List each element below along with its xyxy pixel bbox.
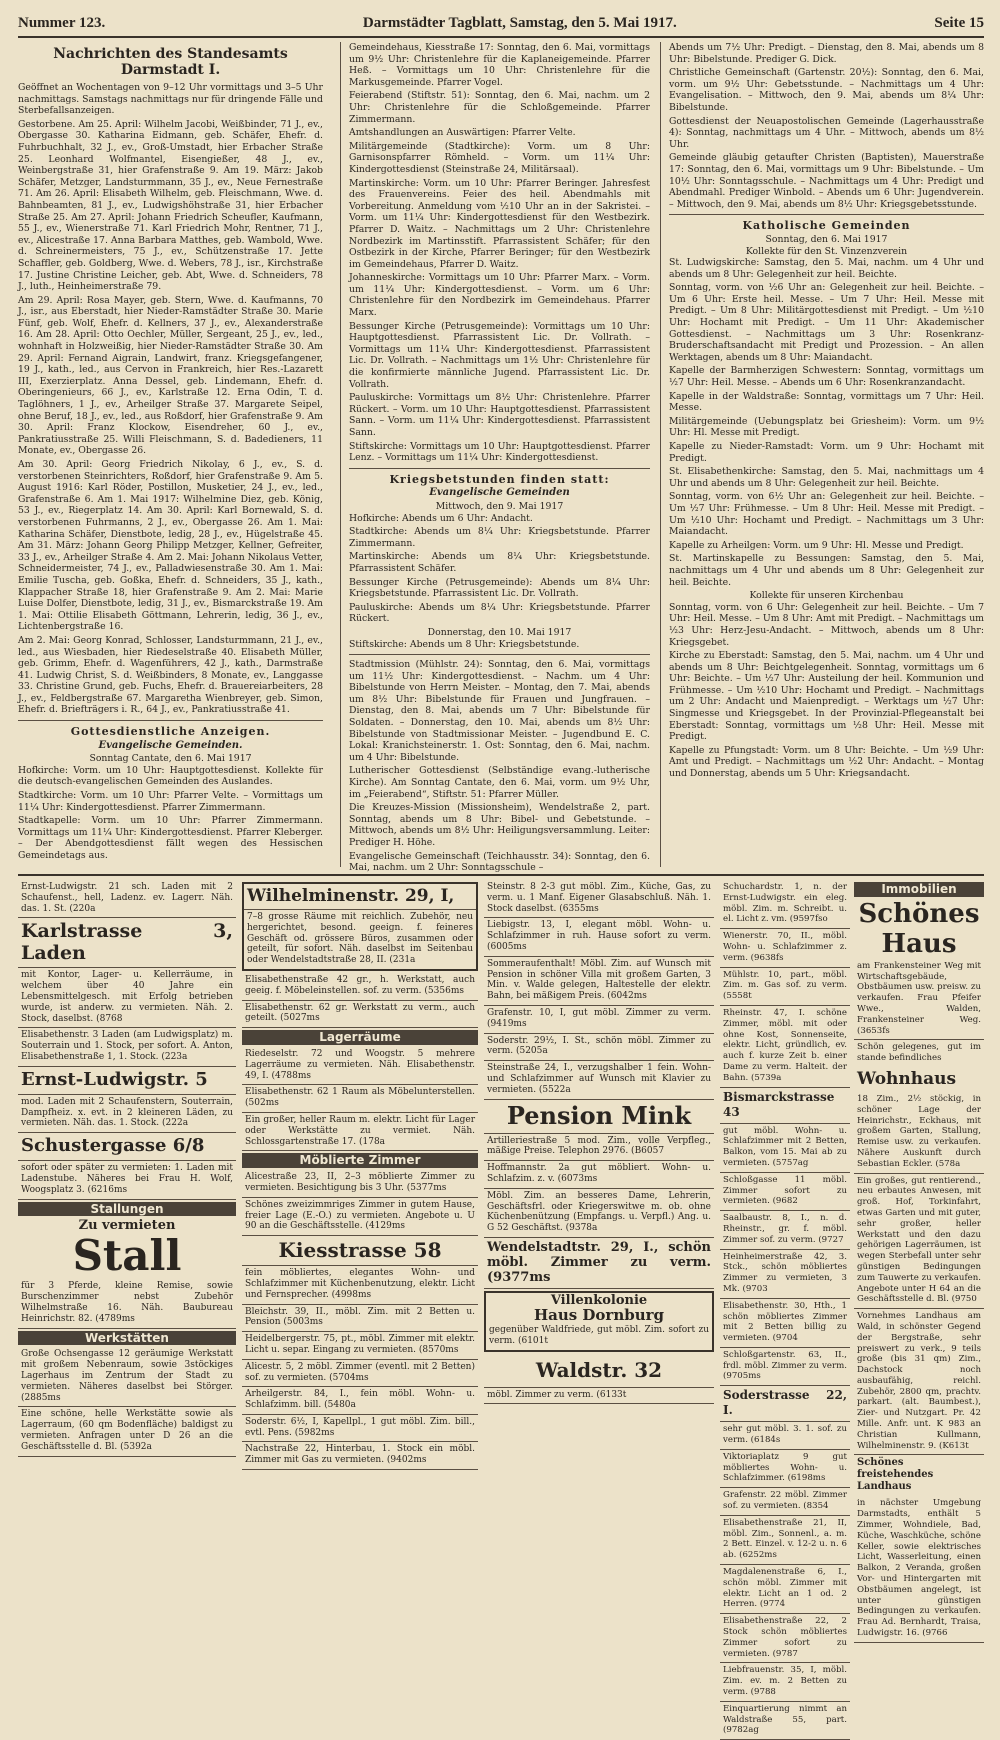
church-notice: Johanneskirche: Vormittags um 10 Uhr: Pfarrer Marx. – Vorm. um 11¼ Uhr: Kindergottesdienst. – Vorm. um 6 Uhr: Christenlehre für den Nordbezirk im Gemeindehaus. Pfarrer Marx. [349,272,650,319]
church-notice: Martinskirche: Vorm. um 10 Uhr: Pfarrer Beringer. Jahresfest des Frauenvereins. Feier des heil. Abendmahls mit Vorbereitung. Anmeldung vom ½10 Uhr an in der Sakristei. – Vorm. um 11¼ Uhr: Kindergottesdienst für den Westbezirk. Pfarrer D. Waitz. – Nachmittags um 2 Uhr: Christenlehre Nordbezirk im Martinsstift. Pfarrassistent Schäfer; für den Ostbezirk in der Kirche, Pfarrer Beringer; für den Westbezirk im Gemeindehaus, Pfarrer D. Waitz. [349,177,650,270]
section-werkstaetten: Werkstätten [18,1331,236,1346]
catholic-notice: Kapelle der Barmherzigen Schwestern: Sonntag, vormittags um ½7 Uhr: Heil. Messe. – Abends um 6 Uhr: Rosenkranzandacht. [669,365,984,389]
ads-subcolumn-rooms [720,880,850,1736]
church-notice: Stiftskirche: Vormittags um 10 Uhr: Hauptgottesdienst. Pfarrer Lenz. – Vormittags um 11¼ Uhr: Kindergottesdienst. [349,440,650,464]
classified-ad-box [484,1291,714,1352]
column-other-congregations [660,42,984,867]
war-prayer-entry: Stiftskirche: Abends um 8 Uhr: Kriegsbetstunde. [349,638,580,650]
church-notice: Hofkirche: Vorm. um 10 Uhr: Hauptgottesdienst. Kollekte für die deutsch-evangelischen Gemeinden des Auslandes. [18,764,323,788]
divider [669,214,984,215]
classified-ad: Elisabethenstr. 62 1 Raum als Möbelunterstellen. (502ms [242,1085,478,1113]
war-prayer-title: Kriegsbetstunden finden statt: [389,472,610,486]
church-notice: Christliche Gemeinschaft (Gartenstr. 20½): Sonntag, den 6. Mai, vorm. um 9½ Uhr: Gebetsstunde. – Nachmittags um 4 Uhr: Evangelisation. – Mittwoch, den 9. Mai, abends um 8¼ Uhr: Bibelstunde. [669,67,984,113]
column-standesamt [18,42,323,867]
classified-ad-box [242,882,478,971]
classified-ad: Wienerstr. 70, II., möbl. Wohn- u. Schlafzimmer z. verm. (9638fs [720,929,850,967]
classified-ad: Heinheimerstraße 42, 3. Stck., schön möbliertes Zimmer zu vermieten, 3 Mk. (9703 [720,1250,850,1299]
classified-ad: gut möbl. Wohn- u. Schlafzimmer mit 2 Betten, Balkon, vom 15. Mai ab zu vermieten. (5757ag [720,1124,850,1173]
classified-ad: Liebigstr. 13, I, elegant möbl. Wohn- u. Schlafzimmer in ruh. Hause sofort zu verm. (6005ms [484,918,714,956]
catholic-title: Katholische Gemeinden [742,219,911,233]
catholic-notice: Sonntag, vorm. von 6 Uhr: Gelegenheit zur heil. Beichte. – Um 7 Uhr: Heil. Messe. – Um 8 Uhr: Amt mit Predigt. – Nachmittags um ½3 Uhr: Herz-Jesu-Andacht. – Mittwoch, abends um 8 Uhr: Kriegsgebet. [669,601,984,648]
catholic-collection: Kollekte für unseren Kirchenbau [749,590,904,602]
classified-ad: Riedeselstr. 72 und Woogstr. 5 mehrere Lagerräume zu vermieten. Näh. Elisabethenstr. 49, I. (4788ms [242,1047,478,1085]
classified-ad: Soderstr. 29½, I. St., schön möbl. Zimmer zu verm. (5205a [484,1034,714,1062]
classified-ad: Grafenstr. 22 möbl. Zimmer sof. zu vermieten. (8354 [720,1488,850,1516]
classified-ad: Heidelbergerstr. 75, pt., möbl. Zimmer mit elektr. Licht u. separ. Eingang zu vermieten. (8570ms [242,1332,478,1360]
masthead [18,10,984,38]
deaths-text: Am 29. April: Rosa Mayer, geb. Stern, Wwe. d. Kaufmanns, 70 J., isr., aus Eberstadt, hier Nieder-Ramstädter Straße 30. Marie Fünf, geb. Wolf, Ehefr. d. Kellners, 37 J., ev., Alexanderstraße 16. Am 28. April: Otto Oechler, Müller, Sergeant, 25 J., ev., led., wohnhaft in Holzweißig, hier Nieder-Ramstädter Straße 30. Am 29. April: Fernand Aigrain, Landwirt, franz. Kriegsgefangener, 19 J., kath., led., aus Cervon in Frankreich, hier Res.-Lazarett III, Exerzierplatz. Anna Dessel, geb. Lindemann, Ehefr. d. Oberingenieurs, 66 J., ev., Karlstraße 12. Erna Odin, T. d. Taglöhners, 1 J., ev., Arheilger Straße 37. Margarete Seipel, ohne Beruf, 18 J., ev., led., aus Roßdorf, hier Grafenstraße 9. Am 30. April: Franz Klockow, Eisendreher, 60 J., ev., Pankratiusstraße 25. Willi Fleischmann, S. d. Badedieners, 11 Monate, ev., Obergasse 26. [18,294,323,457]
classified-ad: 7–8 grosse Räume mit reichlich. Zubehör, neu hergerichtet, besond. geeign. f. feineres Geschäft od. grössere Büros, zusammen oder geteilt, für sofort. Näh. daselbst im Seitenbau oder Wendelstadtstraße 28, II. (231a [247,912,473,966]
classified-ad: Elisabethenstr. 30, Hth., 1 schön möbliertes Zimmer mit 2 Betten billig zu vermieten. (9704 [720,1299,850,1348]
classified-ad: Eine schöne, helle Werkstätte sowie als Lagerraum, (60 qm Bodenfläche) baldigst zu vermieten. Anfragen unter D 26 an die Geschäftsstelle d. Bl. (5392a [18,1407,236,1456]
classified-ad: Schönes zweizimmriges Zimmer in gutem Hause, freier Lage (E.-O.) zu vermieten. Angebote u. U 90 an die Geschäftsstelle. (4129ms [242,1198,478,1236]
classified-ad: Elisabethenstr. 62 gr. Werkstatt zu verm., auch geteilt. (5027ms [242,1001,478,1029]
catholic-notice: Kapelle zu Pfungstadt: Vorm. um 8 Uhr: Beichte. – Um ½9 Uhr: Amt und Predigt. – Nachmittags um ½2 Uhr: Andacht. – Montag und Donnerstag, abends um 5 Uhr: Kriegsandacht. [669,744,984,780]
ads-subcolumn-immobilien [854,880,984,1639]
war-prayer-entry: Hofkirche: Abends um 6 Uhr: Andacht. [349,512,533,524]
classified-ad-headline: Stall [72,1231,182,1281]
classified-ad: Arheilgerstr. 84, I., fein möbl. Wohn- u. Schlafzimm. bill. (5480a [242,1387,478,1415]
issue-number: Nummer 123. [18,14,106,31]
war-prayer-entry: Bessunger Kirche (Petrusgemeinde): Abends um 8¼ Uhr: Kriegsbetstunde. Pfarrassistent Lic. Dr. Vollrath. [349,576,650,600]
classified-ad-headline: Wilhelminenstr. 29, I, [244,884,476,910]
classified-ad: sofort oder später zu vermieten: 1. Laden mit Ladenstube. Näheres bei Frau H. Wolf, Woogsplatz 3. (6216ms [18,1161,236,1199]
classified-ad: Ernst-Ludwigstr. 21 sch. Laden mit 2 Schaufenst., hell, Ladenz. ev. Lagerr. Näh. das. 1. St. (220a [18,880,236,918]
classified-ad: Alicestraße 23, II, 2–3 möblierte Zimmer zu vermieten. Besichtigung bis 3 Uhr. (5377ms [242,1170,478,1198]
classified-ad: fein möbliertes, elegantes Wohn- und Schlafzimmer mit Küchenbenutzung, elektr. Licht und Fernsprecher. (4998ms [242,1266,478,1304]
church-notice: Gemeinde gläubig getaufter Christen (Baptisten), Mauerstraße 17: Sonntag, den 6. Mai, vormittags um 9 Uhr: Bibelstunde. – Um 10½ Uhr: Sonntagsschule. – Nachmittags um 4 Uhr: Predigt und Abendmahl. Prediger Winbold. – Abends um 6 Uhr: Jugendverein. – Mittwoch, den 9. Mai, abends um 8½ Uhr: Kriegsgebetsstunde. [669,152,984,210]
ads-column-rooms [242,880,478,1540]
classified-ad-headline: Wendelstadtstr. 29, I., schön möbl. Zimmer zu verm. (9377ms [484,1238,714,1289]
war-prayer-date: Mittwoch, den 9. Mai 1917 [435,500,564,512]
catholic-notice: Sonntag, vorm. von ½6 Uhr an: Gelegenheit zur heil. Beichte. – Um 6 Uhr: Erste heil. Messe. – Um 7 Uhr: Heil. Messe mit Predigt. – Um 8 Uhr: Militärgottesdienst mit Predigt. – Um ½10 Uhr: Hochamt mit Predigt. – Um 11 Uhr: Akademischer Gottesdienst. – Nachmittags um 3 Uhr: Rosenkranz-Bruderschaftsandacht mit Predigt und Prozession. – An allen Werktagen, abends um 8 Uhr: Maiandacht. [669,282,984,363]
newspaper-title: Darmstädter Tagblatt, Samstag, den 5. Mai 1917. [362,14,677,31]
classified-ad: Schloßgasse 11 möbl. Zimmer sofort zu vermieten. (9682 [720,1173,850,1211]
classified-ad-headline: Haus Dornburg [533,1305,665,1324]
classified-ad-headline: Schustergasse 6/8 [18,1133,236,1161]
classified-ad: Große Ochsengasse 12 geräumige Werkstatt mit großem Nebenraum, sowie 3stöckiges Lagerhaus im Zentrum der Stadt zu vermieten. Näheres daselbst bei Störger. (2885ms [18,1347,236,1407]
classified-ad: Ein großes, gut rentierend., neu erbautes Anwesen, mit groß. Hof, Torkinfahrt, etwas Garten und mit guter, sehr großer, heller Werkstatt und den dazu gehörigen Lagerräumen, ist wegen Sterbefall unter sehr günstigen Bedingungen zum Tauwerte zu verkaufen. Angebote unter H 64 an die Geschäftsstelle d. Bl. (9750 [854,1174,984,1310]
classified-ad: in nächster Umgebung Darmstadts, enthält 5 Zimmer, Wohndiele, Bad, Küche, Waschküche, schöne Keller, sowie elektrisches Licht, Wasserleitung, einen Balkon, 2 Veranda, großen Vor- und Hintergarten mit Obstbäumen angelegt, ist unter günstigen Bedingungen zu verkaufen. Frau Ad. Bernhardt, Traisa, Ludwigstr. 16. (9766 [854,1496,984,1642]
church-notice: Gemeindehaus, Kiesstraße 17: Sonntag, den 6. Mai, vormittags um 9½ Uhr: Christenlehre für die Kaplaneigemeinde. Pfarrer Heß. – Vormittags um 10 Uhr: Christenlehre für die Markusgemeinde. Pfarrer Vogel. [349,42,650,88]
newspaper-page [18,10,984,1736]
classified-ad: Mühlstr. 10, part., möbl. Zim. m. Gas sof. zu verm. (5558t [720,968,850,1006]
war-prayer-date: Donnerstag, den 10. Mai 1917 [427,626,572,638]
deaths-text: Gestorbene. Am 25. April: Wilhelm Jacobi, Weißbinder, 71 J., ev., Obergasse 30. Katharina Eidmann, geb. Schäfer, Ehefr. d. Fuhrbuchhalt, 32 J., ev., Groß-Umstadt, hier Erbacher Straße 25. Leonhard Wolfmantel, Eisengießer, 48 J., ev., Weinbergstraße 31, hier Grafenstraße 9. Am 19. März: Jakob Schäfer, Metzger, Landsturmmann, 35 J., ev., Neue Fernestraße 71. Am 26. April: Elisabeth Wilhelm, geb. Fleischmann, Wwe. d. Bahnbeamten, 81 J., ev., Ludwigshöhstraße 31, hier Erbacher Straße 25. Am 27. April: Johann Friedrich Scheufler, Kaufmann, 55 J., ev., Wienerstraße 71. Karl Friedrich Mohr, Rentner, 71 J., ev., Alicestraße 17. Anna Barbara Matthes, geb. Wambold, Wwe. d. Schreinermeisters, 75 J., ev., Schützenstraße 17. Jette Schaffler, geb. Goldberg, Wwe. d. Webers, 78 J., isr., Kirchstraße 17. Justine Christine Leicher, geb. Abt, Wwe. d. Schneiders, 78 J., luth., Heinheimerstraße 79. [18,118,323,293]
classified-ad: 18 Zim., 2½ stöckig, in schöner Lage der Heinrichstr., Eckhaus, mit großem Garten, Stallung, Remise usw. zu verkaufen. Nähere Auskunft durch Sebastian Eckler. (578a [854,1092,984,1174]
classified-ad: Elisabethenstraße 21, II, möbl. Zim., Sonnenl., a. m. 2 Bett. Einzel. v. 12-2 u. n. 6 ab. (6252ms [720,1516,850,1565]
classified-ad: mod. Laden mit 2 Schaufenstern, Souterrain, Dampfheiz. x. evt. in 2 kleineren Läden, zu vermieten. Näh. das. 1. Stock. (222a [18,1095,236,1133]
ads-divider [18,874,984,876]
divider [349,654,650,655]
classified-ad: Elisabethenstraße 22, 2 Stock schön möbliertes Zimmer sofort zu vermieten. (9787 [720,1614,850,1663]
church-notice: Stadtkapelle: Vorm. um 10 Uhr: Pfarrer Zimmermann. Vormittags um 11¼ Uhr: Kindergottesdienst. Pfarrer Kleberger. – Der Abendgottesdienst fällt wegen des Hessischen Gemeindetags aus. [18,815,323,861]
classified-ad: Artilleriestraße 5 mod. Zim., volle Verpfleg., mäßige Preise. Telephon 2976. (B6057 [484,1134,714,1162]
classified-ad: Elisabethenstraße 42 gr., h. Werkstatt, auch geeig. f. Möbeleinstellen. sof. zu verm. (5356ms [242,973,478,1001]
catholic-notice: Kapelle zu Arheilgen: Vorm. um 9 Uhr: Hl. Messe und Predigt. [669,539,964,551]
ads-column-furnished-rooms [484,880,714,1540]
church-notice: Bessunger Kirche (Petrusgemeinde): Vormittags um 10 Uhr: Hauptgottesdienst. Pfarrassistent Lic. Dr. Vollrath. – Vormittags um 11¼ Uhr: Kindergottesdienst. Pfarrassistent Lic. Dr. Vollrath. – Nachmittags um 1½ Uhr: Christenlehre für die konfirmierte männliche Jugend. Pfarrassistent Lic. Dr. Vollrath. [349,320,650,390]
standesamt-intro: Geöffnet an Wochentagen von 9–12 Uhr vormittags und 3–5 Uhr nachmittags. Samstags nachmittags nur für dringende Fälle und Sterbefallsanzeigen. [18,82,323,117]
classified-ad-headline: Soderstrasse 22, I. [720,1386,850,1422]
church-notices-subtitle: Evangelische Gemeinden. [98,739,243,751]
classified-ad: Schuchardstr. 1, n. der Ernst-Ludwigstr. ein eleg. möbl. Zim. m. Schreibt. u. el. Licht z. vm. (9597fso [720,880,850,929]
classified-ad: Magdalenenstraße 6, I., schön möbl. Zimmer mit elektr. Licht an 1 od. 2 Herren. (9774 [720,1565,850,1614]
classified-ad-headline: Zu vermieten [78,1218,176,1234]
section-lagerraeume: Lagerräume [242,1030,478,1045]
classified-ad: Steinstraße 24, I., verzugshalber 1 fein. Wohn- und Schlafzimmer auf Wunsch mit Klavier zu vermieten. (5522a [484,1061,714,1099]
classified-ad: Sommeraufenthalt! Möbl. Zim. auf Wunsch mit Pension in schöner Villa mit großem Garten, 3 Min. v. Walde gelegen, Haltestelle der elektr. Bahn, bei mäßigem Preis. (6042ms [484,957,714,1006]
classified-ad: Steinstr. 8 2-3 gut möbl. Zim., Küche, Gas, zu verm. u. 1 Manf. Eigener Glasabschluß. Näh. 1. Stock daselbst. (6355ms [484,880,714,918]
classified-ad: Bleichstr. 39, II., möbl. Zim. mit 2 Betten u. Pension (5003ms [242,1305,478,1333]
classified-ad: mit Kontor, Lager- u. Kellerräume, in welchem über 40 Jahre ein Lebensmittelgesch. mit Erfolg betrieben wurde, ist anderw. zu vermieten. Näh. 2. Stock, daselbst. (8768 [18,968,236,1028]
section-stallungen: Stallungen [18,1202,236,1217]
church-notice: Feierabend (Stiftstr. 51): Sonntag, den 6. Mai, nachm. um 2 Uhr: Christenlehre für die Schloßgemeinde. Pfarrer Zimmermann. [349,90,650,125]
catholic-notice: Sonntag, vorm. von 6½ Uhr an: Gelegenheit zur heil. Beichte. – Um ½7 Uhr: Frühmesse. – Um 8 Uhr: Heil. Messe mit Predigt. – Um ½10 Uhr: Hochamt und Predigt. – Nachmittags um 3 Uhr: Maiandacht. [669,491,984,538]
classified-ad: Grafenstr. 10, I, gut möbl. Zimmer zu verm. (9419ms [484,1006,714,1034]
standesamt-title: Nachrichten des Standesamts Darmstadt I. [53,46,288,78]
ads-column-real-estate [720,880,984,1736]
church-notice: Lutherischer Gottesdienst (Selbständige evang.-lutherische Kirche). Am Sonntag Cantate, den 6. Mai, vorm. um 9½ Uhr, im „Feierabend“, Stiftstr. 51: Pfarrer Müller. [349,765,650,800]
classified-ad: Möbl. Zim. an besseres Dame, Lehrerin, Geschäftsfrl. oder Kriegerswitwe m. ob. ohne Küchenbenützung (Empfangs. u. Verpfl.) Ang. u. G 52 Geschäftst. (9378a [484,1189,714,1238]
classified-ad-headline: Ernst-Ludwigstr. 5 [18,1067,236,1095]
catholic-notice: St. Ludwigskirche: Samstag, den 5. Mai, nachm. um 4 Uhr und abends um 8 Uhr: Gelegenheit zur heil. Beichte. [669,257,984,280]
classified-ad-headline: Schönes Haus [858,898,980,959]
war-prayer-entry: Pauluskirche: Abends um 8¼ Uhr: Kriegsbetstunde. Pfarrer Rückert. [349,601,650,625]
deaths-text: Am 2. Mai: Georg Konrad, Schlosser, Landsturmmann, 21 J., ev., led., aus Wiesbaden, hier Riedeselstraße 40. Elisabeth Müller, geb. Grimm, Ehefr. d. Wagenführers, 42 J., kath., Darmstraße 41. Ludwig Christ, S. d. Weißbinders, 8 Monate, ev., Langgasse 33. Christine Grund, geb. Fuchs, Ehefr. d. Brauereiarbeiters, 28 J., ev., Feldbergstraße 67. Margaretha Wienbreyer, geb. Simon, Ehefr. d. Briefträgers i. R., 64 J., ev., Pankratiusstraße 41. [18,634,323,716]
page-number: Seite 15 [934,14,984,31]
classified-ad: möbl. Zimmer zu verm. (6133t [484,1388,714,1405]
classified-ad: Viktoriaplatz 9 gut möbliertes Wohn- u. Schlafzimmer. (6198ms [720,1450,850,1488]
classified-ad-headline: Villenkolonie [550,1292,648,1308]
section-moeblierte-zimmer: Möblierte Zimmer [242,1153,478,1168]
war-prayer-subtitle: Evangelische Gemeinden [429,487,570,499]
church-notice: Die Kreuzes-Mission (Missionsheim), Wendelstraße 2, part. Sonntag, abends um 8 Uhr: Bibel- und Gebetstunde. – Mittwoch, abends um 8½ Uhr: Heiligungsversammlung. Leiter: Prediger H. Höhe. [349,802,650,848]
classified-ad: Rheinstr. 47, I. schöne Zimmer, möbl. mit oder ohne Kost, Sonnenseite, elektr. Licht, gründlich, ev. auch f. kurze Zeit b. einer Dame zu verm. Halteit. der Bahn. (5739a [720,1006,850,1088]
classified-ad: Liebfrauenstr. 35, I, möbl. Zim. ev. m. 2 Betten zu verm. (9788 [720,1663,850,1701]
classified-ad: Schloßgartenstr. 63, II., frdl. möbl. Zimmer zu verm. (9705ms [720,1348,850,1386]
catholic-notice: Kapelle zu Nieder-Ramstadt: Vorm. um 9 Uhr: Hochamt mit Predigt. [669,441,984,464]
classified-ad: Elisabethenstr. 3 Laden (am Ludwigsplatz) m. Souterrain und 1. Stock, per sofort. A. Anton, Elisabethenstraße 1, 1. Stock. (223a [18,1028,236,1066]
classified-ad-headline: Karlstrasse 3, Laden [18,918,236,968]
classified-ad-headline: Waldstr. 32 [484,1354,714,1388]
column-church-services [340,42,650,874]
classified-ad-headline: Pension Mink [484,1100,714,1134]
catholic-notice: St. Martinskapelle zu Bessungen: Samstag, den 5. Mai, nachmittags um 4 Uhr und abends um 8 Uhr: Gelegenheit zur heil. Beichte. [669,553,984,588]
church-notice: Stadtmission (Mühlstr. 24): Sonntag, den 6. Mai, vormittags um 11½ Uhr: Kindergottesdienst. – Nachm. um 4 Uhr: Bibelstunde von Herrn Meister. – Montag, den 7. Mai, abends um 8½ Uhr: Bibelstunde für Frauen und Jungfrauen. – Dienstag, den 8. Mai, abends um 7 Uhr: Bibelstunde für Soldaten. – Donnerstag, den 10. Mai, abends um 8½ Uhr: Bibelstunde von Stadtmissionar Meister. – Jugendbund E. C. Lokal: Kranichsteinerstr. 1. Ost: Sonntag, den 6. Mai, nachm. um 4 Uhr: Bibelstunde. [349,659,650,763]
church-notice: Pauluskirche: Vormittags um 8½ Uhr: Christenlehre. Pfarrer Rückert. – Vorm. um 10 Uhr: Hauptgottesdienst. Pfarrassistent Sann. – Vorm. um 11¼ Uhr: Kindergottesdienst. Pfarrassistent Sann. [349,392,650,438]
church-notice: Amtshandlungen an Auswärtigen: Pfarrer Velte. [349,127,576,139]
classified-ad: gegenüber Waldfriede, gut möbl. Zim. sofort zu verm. (6101t [489,1324,709,1346]
war-prayer-entry: Stadtkirche: Abends um 8¼ Uhr: Kriegsbetstunde. Pfarrer Zimmermann. [349,526,650,549]
church-notice: Militärgemeinde (Stadtkirche): Vorm. um 8 Uhr: Garnisonspfarrer Römheld. – Vorm. um 11¼ Uhr: Kindergottesdienst (Steinstraße 24, Militärsaal). [349,140,650,175]
classified-ad-headline: Wohnhaus [857,1068,957,1089]
divider [349,468,650,469]
catholic-notice: Kirche zu Eberstadt: Samstag, den 5. Mai, nachm. um 4 Uhr und abends um 8 Uhr: Beichtgelegenheit. Sonntag, vormittags um 6 Uhr: Beichte. – Um ½7 Uhr: Austeilung der heil. Kommunion und Frühmesse. – Um ½10 Uhr: Hochamt und Predigt. – Nachmittags um 2 Uhr: Andacht und Maienpredigt. – Werktags um ½7 Uhr: Singmesse und Kriegsgebet. In der Provinzial-Pflegeanstalt bei Eberstadt: Sonntag, vormittags um ½8 Uhr: Heil. Messe mit Predigt. [669,650,984,743]
catholic-notice: Militärgemeinde (Uebungsplatz bei Griesheim): Vorm. um 9½ Uhr: Hl. Messe mit Predigt. [669,415,984,439]
classified-ad: Soderstr. 6½, I, Kapellpl., 1 gut möbl. Zim. bill., evtl. Pens. (5982ms [242,1415,478,1443]
classified-ad-headline: Bismarckstrasse 43 [720,1088,850,1124]
classified-ad: Alicestr. 5, 2 möbl. Zimmer (eventl. mit 2 Betten) sof. zu vermieten. (5704ms [242,1360,478,1388]
catholic-date: Sonntag, den 6. Mai 1917 [765,233,888,245]
classified-ad: Hoffmannstr. 2a gut möbliert. Wohn- u. Schlafzim. z. v. (6073ms [484,1161,714,1189]
classified-ad: sehr gut möbl. 3. 1. sof. zu verm. (6184s [720,1422,850,1450]
classified-ad: Ein großer, heller Raum m. elektr. Licht für Lager oder Werkstätte zu vermiet. Näh. Schlossgartenstraße 17. (178a [242,1113,478,1151]
ads-column-shops [18,880,236,1540]
catholic-notice: Kapelle in der Waldstraße: Sonntag, vormittags um 7 Uhr: Heil. Messe. [669,390,984,414]
catholic-notice: St. Elisabethenkirche: Samstag, den 5. Mai, nachmittags um 4 Uhr und abends um 8 Uhr: Gelegenheit zur heil. Beichte. [669,466,984,489]
classified-ad: Saalbaustr. 8, I., n. d. Rheinstr., gr. f. möbl. Zimmer sof. zu verm. (9727 [720,1211,850,1249]
church-notice: Abends um 7½ Uhr: Predigt. – Dienstag, den 8. Mai, abends um 8 Uhr: Bibelstunde. Prediger G. Dick. [669,42,984,65]
deaths-text: Am 30. April: Georg Friedrich Nikolay, 6 J., ev., S. d. verstorbenen Steinrichters, Roßdorf, hier Grafenstraße 9. Am 5. August 1916: Karl Röder, Postillon, Musketier, 24 J., ev., led., Grafenstraße 6. Am 1. Mai 1917: Wilhelmine Diez, geb. König, 53 J., ev., Riegerplatz 14. Am 30. April: Karl Bornewald, S. d. verstorbenen Fuhrmanns, 2 J., ev., Obergasse 26. Am 1. Mai: Katharina Schäfer, Dienstbote, ledig, 28 J., ev., Hügelstraße 45. Am 31. März: Johann Georg Philipp Metzger, Kellner, Gefreiter, 33 J., ev., Arheilger Straße 4. Am 2. Mai: Johann Nikolaus Vetter, Schneidermeister, 74 J., ev., Palladwiesenstraße 30. Am 1. Mai: Emilie Tuscha, geb. Goßka, Ehefr. d. Schneiders, 35 J., kath., Klappacher Straße 18, hier Grafenstraße 9. Am 2. Mai: Marie Luise Dolfer, Dienstbote, ledig, 31 J., ev., Bismarckstraße 19. Am 1. Mai: Ottilie Elisabeth Göttmann, Lehrerin, ledig, 36 J., ev., Lichtenbergstraße 16. [18,459,323,633]
classified-ad-headline: Kiesstrasse 58 [242,1236,478,1266]
classified-ad-headline: Schönes freistehendes Landhaus [857,1457,934,1493]
church-notices-title: Gottesdienstliche Anzeigen. [70,725,271,739]
classified-ad: für 3 Pferde, kleine Remise, sowie Burschenzimmer nebst Zubehör Wilhelmstraße 16. Näh. Baubureau Heinrichstr. 82. (4789ms [18,1279,236,1328]
church-notice: Evangelische Gemeinschaft (Teichhausstr. 34): Sonntag, den 6. Mai, nachm. um 2 Uhr: Sonntagsschule – [349,850,650,874]
divider [18,720,323,721]
classified-ad: Nachstraße 22, Hinterbau, 1. Stock ein möbl. Zimmer mit Gas zu vermieten. (9402ms [242,1442,478,1470]
classified-ad: Schön gelegenes, gut im stande befindliches [857,1042,981,1064]
church-notice: Gottesdienst der Neuapostolischen Gemeinde (Lagerhausstraße 4): Sonntag, nachmittags um 4 Uhr. – Mittwoch, abends um 8½ Uhr. [669,115,984,150]
classified-ad: am Frankensteiner Weg mit Wirtschaftsgebäude, Obstbäumen usw. preisw. zu verkaufen. Frau Pfeifer Wwe., Walden, Frankensteiner Weg. (3653fs [854,959,984,1041]
church-notices-date: Sonntag Cantate, den 6. Mai 1917 [89,753,252,765]
classified-ad: Vornehmes Landhaus am Wald, in schönster Gegend der Bergstraße, sehr preiswert zu verk., 9 teils große (bis 31 qm) Zim., Dachstock noch ausbaufähig, reichl. Zubehör, 2800 qm, prachtv. parkart. (alt. Baumbest.), Zier- und Nutzgart. Pr. 42 Mille. Anfr. unt. K 983 an Christian Kullmann, Wilhelminenstr. 9. (K613t [854,1309,984,1455]
classified-ad: Einquartierung nimmt an Waldstraße 55, part. (9782ag [720,1702,850,1740]
section-immobilien: Immobilien [854,882,984,897]
catholic-collection: Kollekte für den St. Vinzenzverein [745,245,908,257]
war-prayer-entry: Martinskirche: Abends um 8¼ Uhr: Kriegsbetstunde. Pfarrassistent Schäfer. [349,551,650,574]
church-notice: Stadtkirche: Vorm. um 10 Uhr: Pfarrer Velte. – Vormittags um 11¼ Uhr: Kindergottesdienst. Pfarrer Zimmermann. [18,790,323,813]
